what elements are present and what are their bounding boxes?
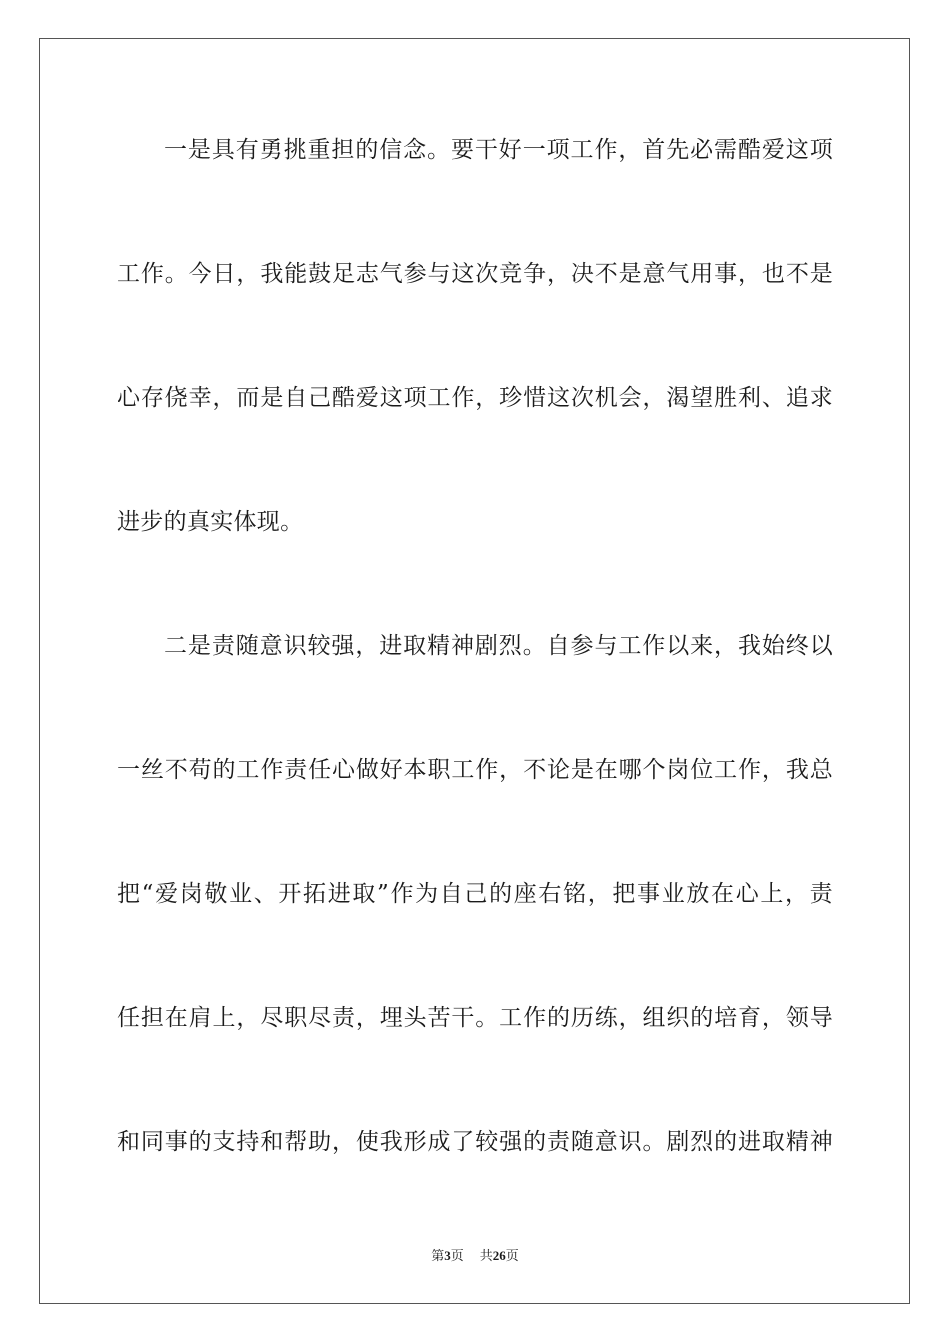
paragraph-1-line-1: 一是具有勇挑重担的信念。要干好一项工作，首先必需酷爱这项 [164, 137, 833, 163]
paragraph-1-line-3: 心存侥幸，而是自己酷爱这项工作，珍惜这次机会，渴望胜利、追求 [117, 385, 833, 411]
paragraph-1-line-4: 进步的真实体现。 [117, 509, 304, 535]
paragraph-2-line-2: 一丝不苟的工作责任心做好本职工作，不论是在哪个岗位工作，我总 [117, 757, 833, 783]
paragraph-2-line-5: 和同事的支持和帮助，使我形成了较强的责随意识。剧烈的进取精神 [117, 1129, 833, 1155]
paragraph-2-line-1: 二是责随意识较强，进取精神剧烈。自参与工作以来，我始终以 [164, 633, 833, 659]
total-prefix: 共 [479, 1249, 493, 1264]
paragraph-2-line-3: 把“爱岗敬业、开拓进取”作为自己的座右铭，把事业放在心上，责 [117, 881, 833, 907]
page-footer [0, 1247, 950, 1266]
page-number: 3 [444, 1248, 451, 1263]
page-suffix: 页 [450, 1249, 464, 1264]
page-prefix: 第 [431, 1249, 445, 1264]
page-border [39, 38, 910, 1304]
paragraph-1-line-2: 工作。今日，我能鼓足志气参与这次竞争，决不是意气用事，也不是 [117, 261, 833, 287]
paragraph-2-line-4: 任担在肩上，尽职尽责，埋头苦干。工作的历练，组织的培育，领导 [117, 1005, 833, 1031]
total-pages: 26 [492, 1248, 506, 1263]
total-suffix: 页 [505, 1249, 519, 1264]
